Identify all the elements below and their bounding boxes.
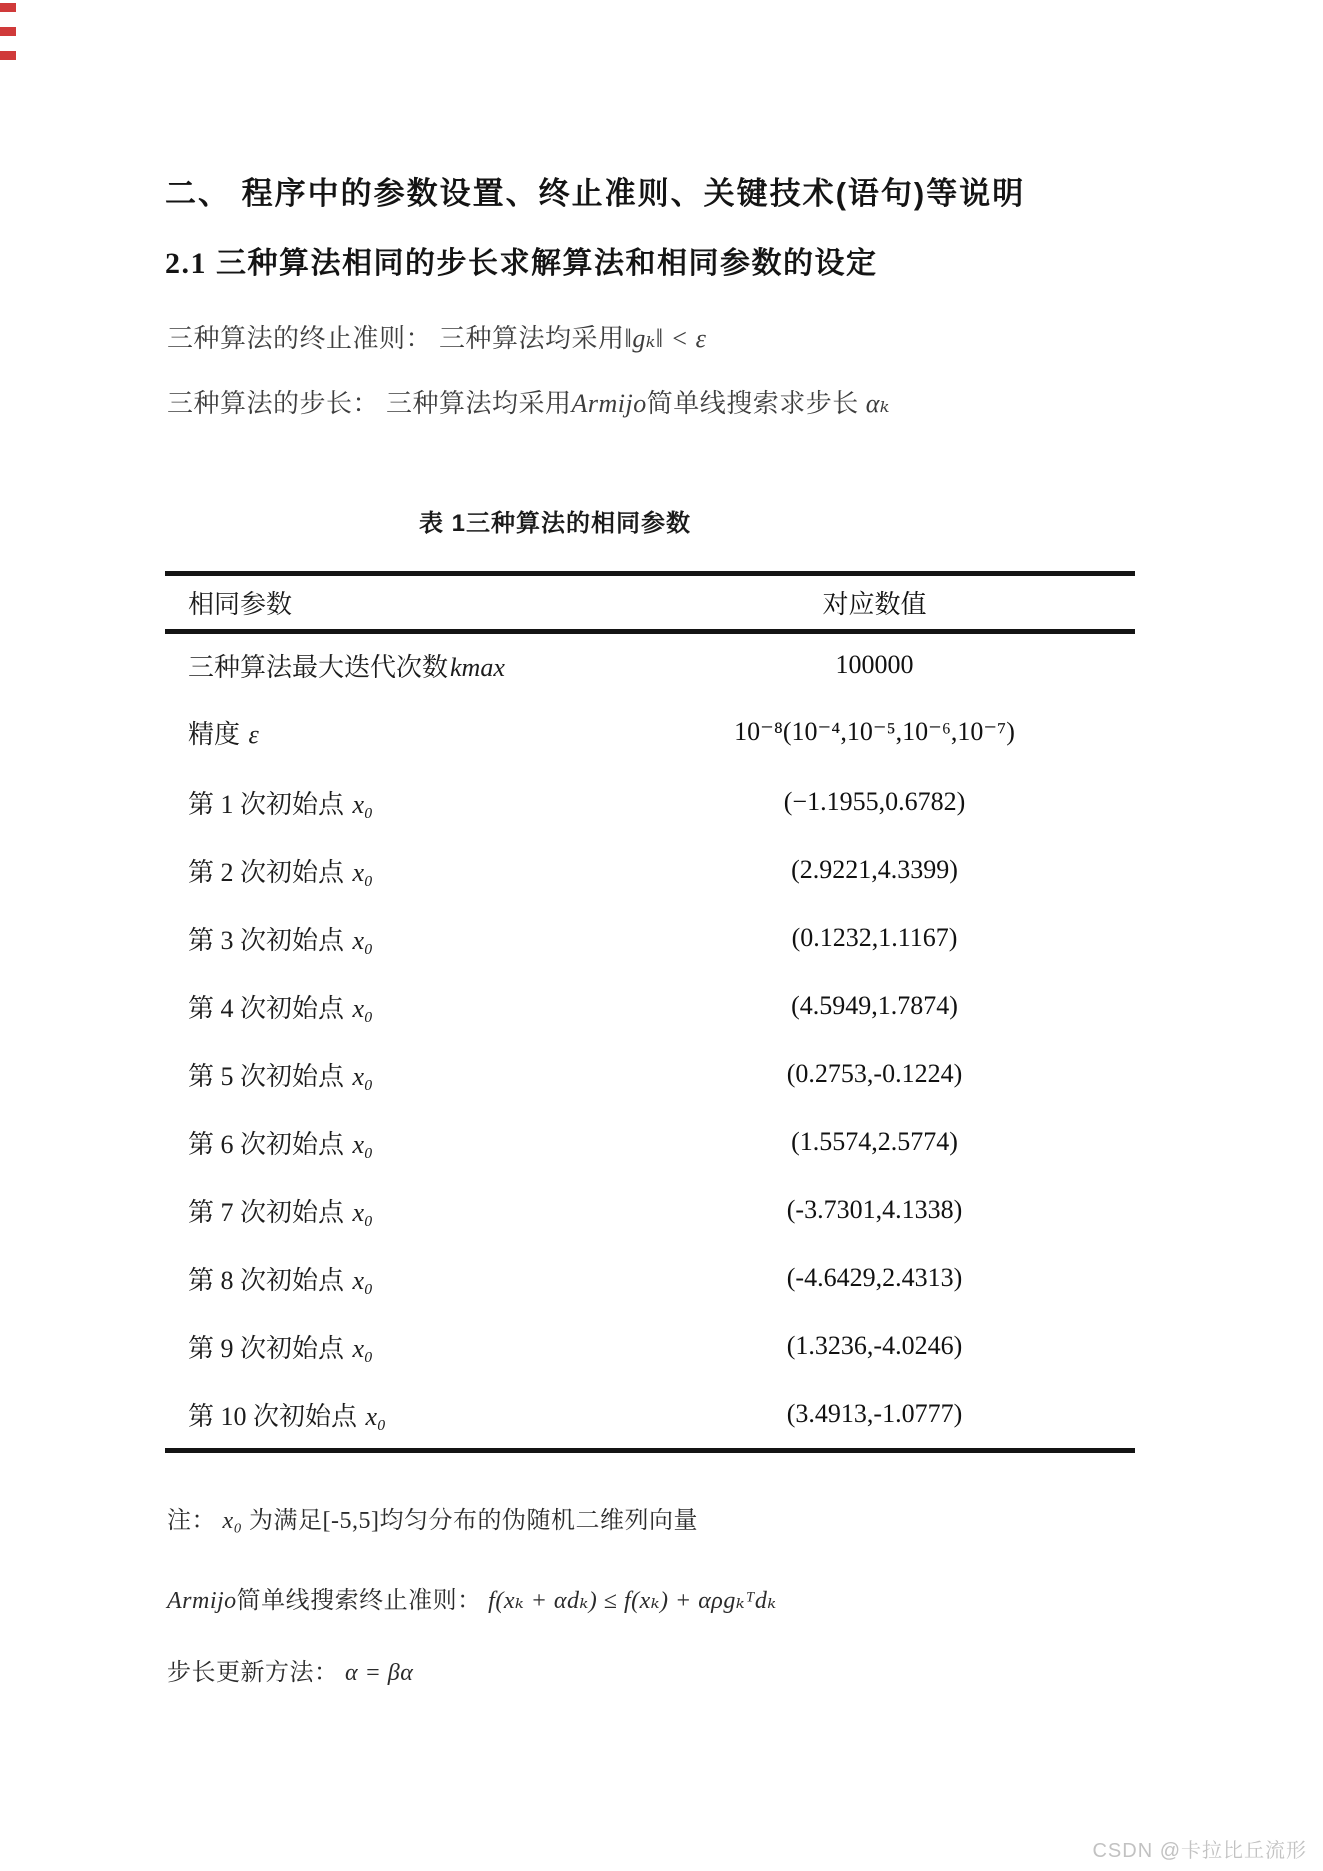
row-label <box>165 1192 628 1229</box>
row-value: (-3.7301,4.1338) <box>786 1195 963 1224</box>
table-title: 表 1三种算法的相同参数 <box>418 510 691 537</box>
note-text: 步长更新方法： <box>167 1660 345 1686</box>
row-value: (0.1232,1.1167) <box>791 923 958 952</box>
paragraph-text: 简单线搜索求步长 <box>646 389 866 418</box>
row-value: (4.5949,1.7874) <box>791 991 958 1020</box>
table-header-row <box>165 576 1135 634</box>
note-step-update <box>167 1652 1267 1687</box>
row-label-text: 第 3 次初始点 <box>188 925 351 955</box>
table-row <box>165 1380 1135 1448</box>
note-text: 注： <box>167 1508 223 1534</box>
header-value: 对应数值 <box>822 590 927 619</box>
note-x0-distribution <box>167 1500 1267 1535</box>
header-param: 相同参数 <box>188 590 293 619</box>
row-label <box>165 852 628 889</box>
table-row <box>165 972 1135 1040</box>
row-value: (3.4913,-1.0777) <box>786 1399 963 1428</box>
row-value: (2.9221,4.3399) <box>791 855 958 884</box>
paragraph-termination-criterion <box>167 318 1217 355</box>
math-x0: x₀ <box>222 1508 243 1534</box>
row-label <box>165 714 628 751</box>
math-alpha-k: αₖ <box>865 389 890 418</box>
csdn-watermark: CSDN @卡拉比丘流形 <box>1092 1840 1307 1862</box>
row-label <box>165 988 628 1025</box>
row-value: (−1.1955,0.6782) <box>783 787 966 816</box>
paragraph-text: 三种算法的步长： 三种算法均采用 <box>167 389 572 418</box>
table-row <box>165 696 1135 768</box>
armijo-label: Armijo <box>167 1588 237 1614</box>
row-variable: x₀ <box>352 857 374 887</box>
row-variable: x₀ <box>352 1129 374 1159</box>
row-label-text: 第 8 次初始点 <box>188 1265 351 1295</box>
row-label-text: 第 6 次初始点 <box>188 1129 351 1159</box>
table-row <box>165 768 1135 836</box>
row-label-text: 第 9 次初始点 <box>188 1333 351 1363</box>
table-row <box>165 1244 1135 1312</box>
row-label <box>165 1396 628 1433</box>
row-label <box>165 1328 628 1365</box>
row-variable: x₀ <box>352 1197 374 1227</box>
table-row <box>165 1312 1135 1380</box>
row-label-text: 第 10 次初始点 <box>188 1401 364 1431</box>
paragraph-text: 三种算法的终止准则： 三种算法均采用 <box>167 324 625 353</box>
row-variable: x₀ <box>352 1265 374 1295</box>
math-norm-gk: ‖gₖ‖ < ε <box>624 324 707 353</box>
math-alpha-update: α = βα <box>345 1660 414 1686</box>
row-label <box>165 920 628 957</box>
row-label-text: 精度 <box>188 719 247 749</box>
row-label-text: 第 4 次初始点 <box>188 993 351 1023</box>
row-variable: kmax <box>450 652 505 682</box>
row-variable: x₀ <box>365 1401 387 1431</box>
table-row <box>165 836 1135 904</box>
table-row <box>165 1108 1135 1176</box>
table-body <box>165 634 1135 1448</box>
row-label <box>165 784 628 821</box>
paragraph-step-length <box>167 383 1217 420</box>
section-heading: 二、 程序中的参数设置、终止准则、关键技术(语句)等说明 <box>165 176 1026 211</box>
row-variable: x₀ <box>352 925 374 955</box>
row-label <box>165 647 628 684</box>
subsection-heading: 2.1 三种算法相同的步长求解算法和相同参数的设定 <box>165 247 878 280</box>
row-label <box>165 1056 628 1093</box>
row-variable: x₀ <box>352 1061 374 1091</box>
table-row <box>165 904 1135 972</box>
row-label-text: 第 1 次初始点 <box>188 789 351 819</box>
row-label <box>165 1124 628 1161</box>
row-variable: ε <box>248 719 259 749</box>
row-value: (1.5574,2.5774) <box>791 1127 958 1156</box>
math-armijo-inequality: f(xₖ + αdₖ) ≤ f(xₖ) + αρgₖᵀdₖ <box>488 1588 777 1614</box>
parameters-table <box>165 571 1135 1453</box>
note-text: 为满足[-5,5]均匀分布的伪随机二维列向量 <box>242 1508 698 1534</box>
row-label <box>165 1260 628 1297</box>
table-row <box>165 1040 1135 1108</box>
row-label-text: 第 5 次初始点 <box>188 1061 351 1091</box>
row-value: (-4.6429,2.4313) <box>786 1263 963 1292</box>
row-label-text: 三种算法最大迭代次数 <box>188 652 449 682</box>
row-label-text: 第 7 次初始点 <box>188 1197 351 1227</box>
row-value: (1.3236,-4.0246) <box>786 1331 963 1360</box>
table-row <box>165 634 1135 696</box>
row-value: 10⁻⁸(10⁻⁴,10⁻⁵,10⁻⁶,10⁻⁷) <box>734 717 1015 746</box>
row-variable: x₀ <box>352 789 374 819</box>
row-value: 100000 <box>835 650 914 679</box>
note-text: 简单线搜索终止准则： <box>236 1588 489 1614</box>
red-edge-mark <box>0 51 16 60</box>
armijo-label: Armijo <box>571 389 647 418</box>
note-armijo-criterion <box>167 1580 1267 1615</box>
table-row <box>165 1176 1135 1244</box>
row-label-text: 第 2 次初始点 <box>188 857 351 887</box>
row-variable: x₀ <box>352 1333 374 1363</box>
row-value: (0.2753,-0.1224) <box>786 1059 963 1088</box>
red-edge-mark <box>0 27 16 36</box>
row-variable: x₀ <box>352 993 374 1023</box>
red-edge-mark <box>0 3 16 12</box>
